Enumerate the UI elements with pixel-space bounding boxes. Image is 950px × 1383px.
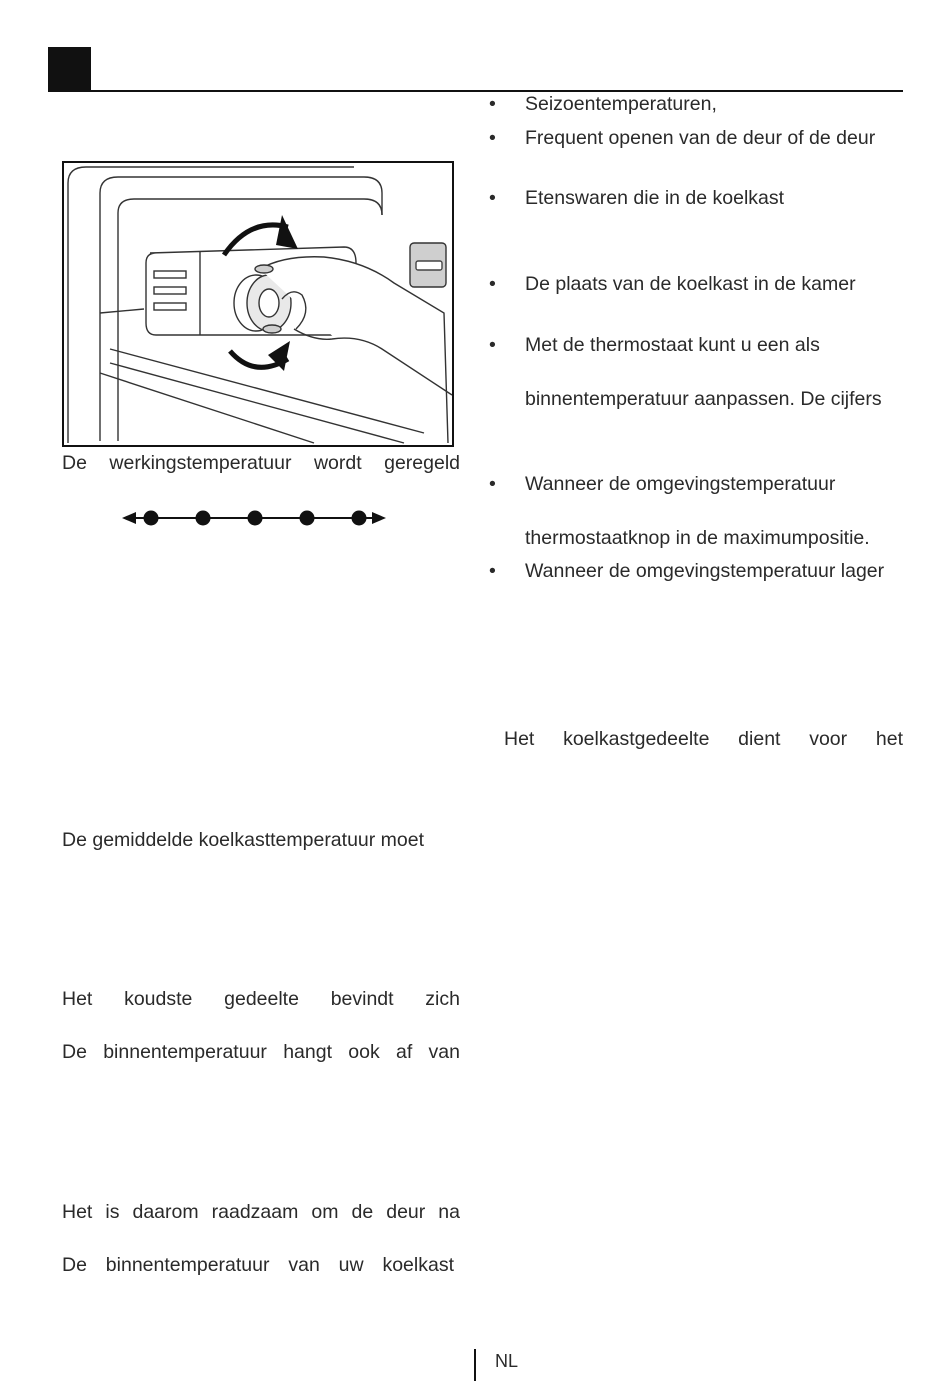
paragraph-average-temperature: De gemiddelde koelkasttemperatuur moet	[62, 829, 425, 851]
list-item-text: Etenswaren die in de koelkast	[525, 187, 785, 209]
list-item-text: Wanneer de omgevingstemperatuur	[525, 473, 836, 495]
list-item-text: De plaats van de koelkast in de kamer	[525, 273, 856, 295]
thermostat-knob-illustration	[62, 161, 454, 447]
bullet-icon: •	[489, 187, 496, 209]
list-item-text: Met de thermostaat kunt u een als	[525, 334, 820, 356]
temperature-scale-icon	[120, 505, 390, 531]
paragraph-fridge-section: Het koelkastgedeelte dient voor het	[504, 728, 903, 750]
thermostat-illustration-svg	[64, 163, 452, 445]
bullet-icon: •	[489, 127, 496, 149]
language-label: NL	[495, 1351, 519, 1371]
list-item-continuation: binnentemperatuur aanpassen. De cijfers	[525, 388, 882, 410]
bullet-icon: •	[489, 334, 496, 356]
caption-paragraph: De werkingstemperatuur wordt geregeld	[62, 452, 460, 474]
header-rule	[48, 90, 903, 92]
paragraph-fridge-temperature: De binnentemperatuur van uw koelkast	[62, 1254, 454, 1276]
bullet-icon: •	[489, 560, 496, 582]
paragraph-coldest-part: Het koudste gedeelte bevindt zich	[62, 988, 460, 1010]
list-item-text: Frequent openen van de deur of de deur	[525, 127, 876, 149]
bullet-icon: •	[489, 93, 496, 115]
list-item-text: Seizoentemperaturen,	[525, 93, 717, 115]
bullet-icon: •	[489, 473, 496, 495]
section-marker	[48, 47, 91, 91]
list-item-text: Wanneer de omgevingstemperatuur lager	[525, 560, 885, 582]
list-item-continuation: thermostaatknop in de maximumpositie.	[525, 527, 870, 549]
paragraph-inner-temperature: De binnentemperatuur hangt ook af van	[62, 1041, 460, 1063]
footer-rule	[474, 1349, 476, 1381]
bullet-icon: •	[489, 273, 496, 295]
paragraph-door-advice: Het is daarom raadzaam om de deur na	[62, 1201, 460, 1223]
